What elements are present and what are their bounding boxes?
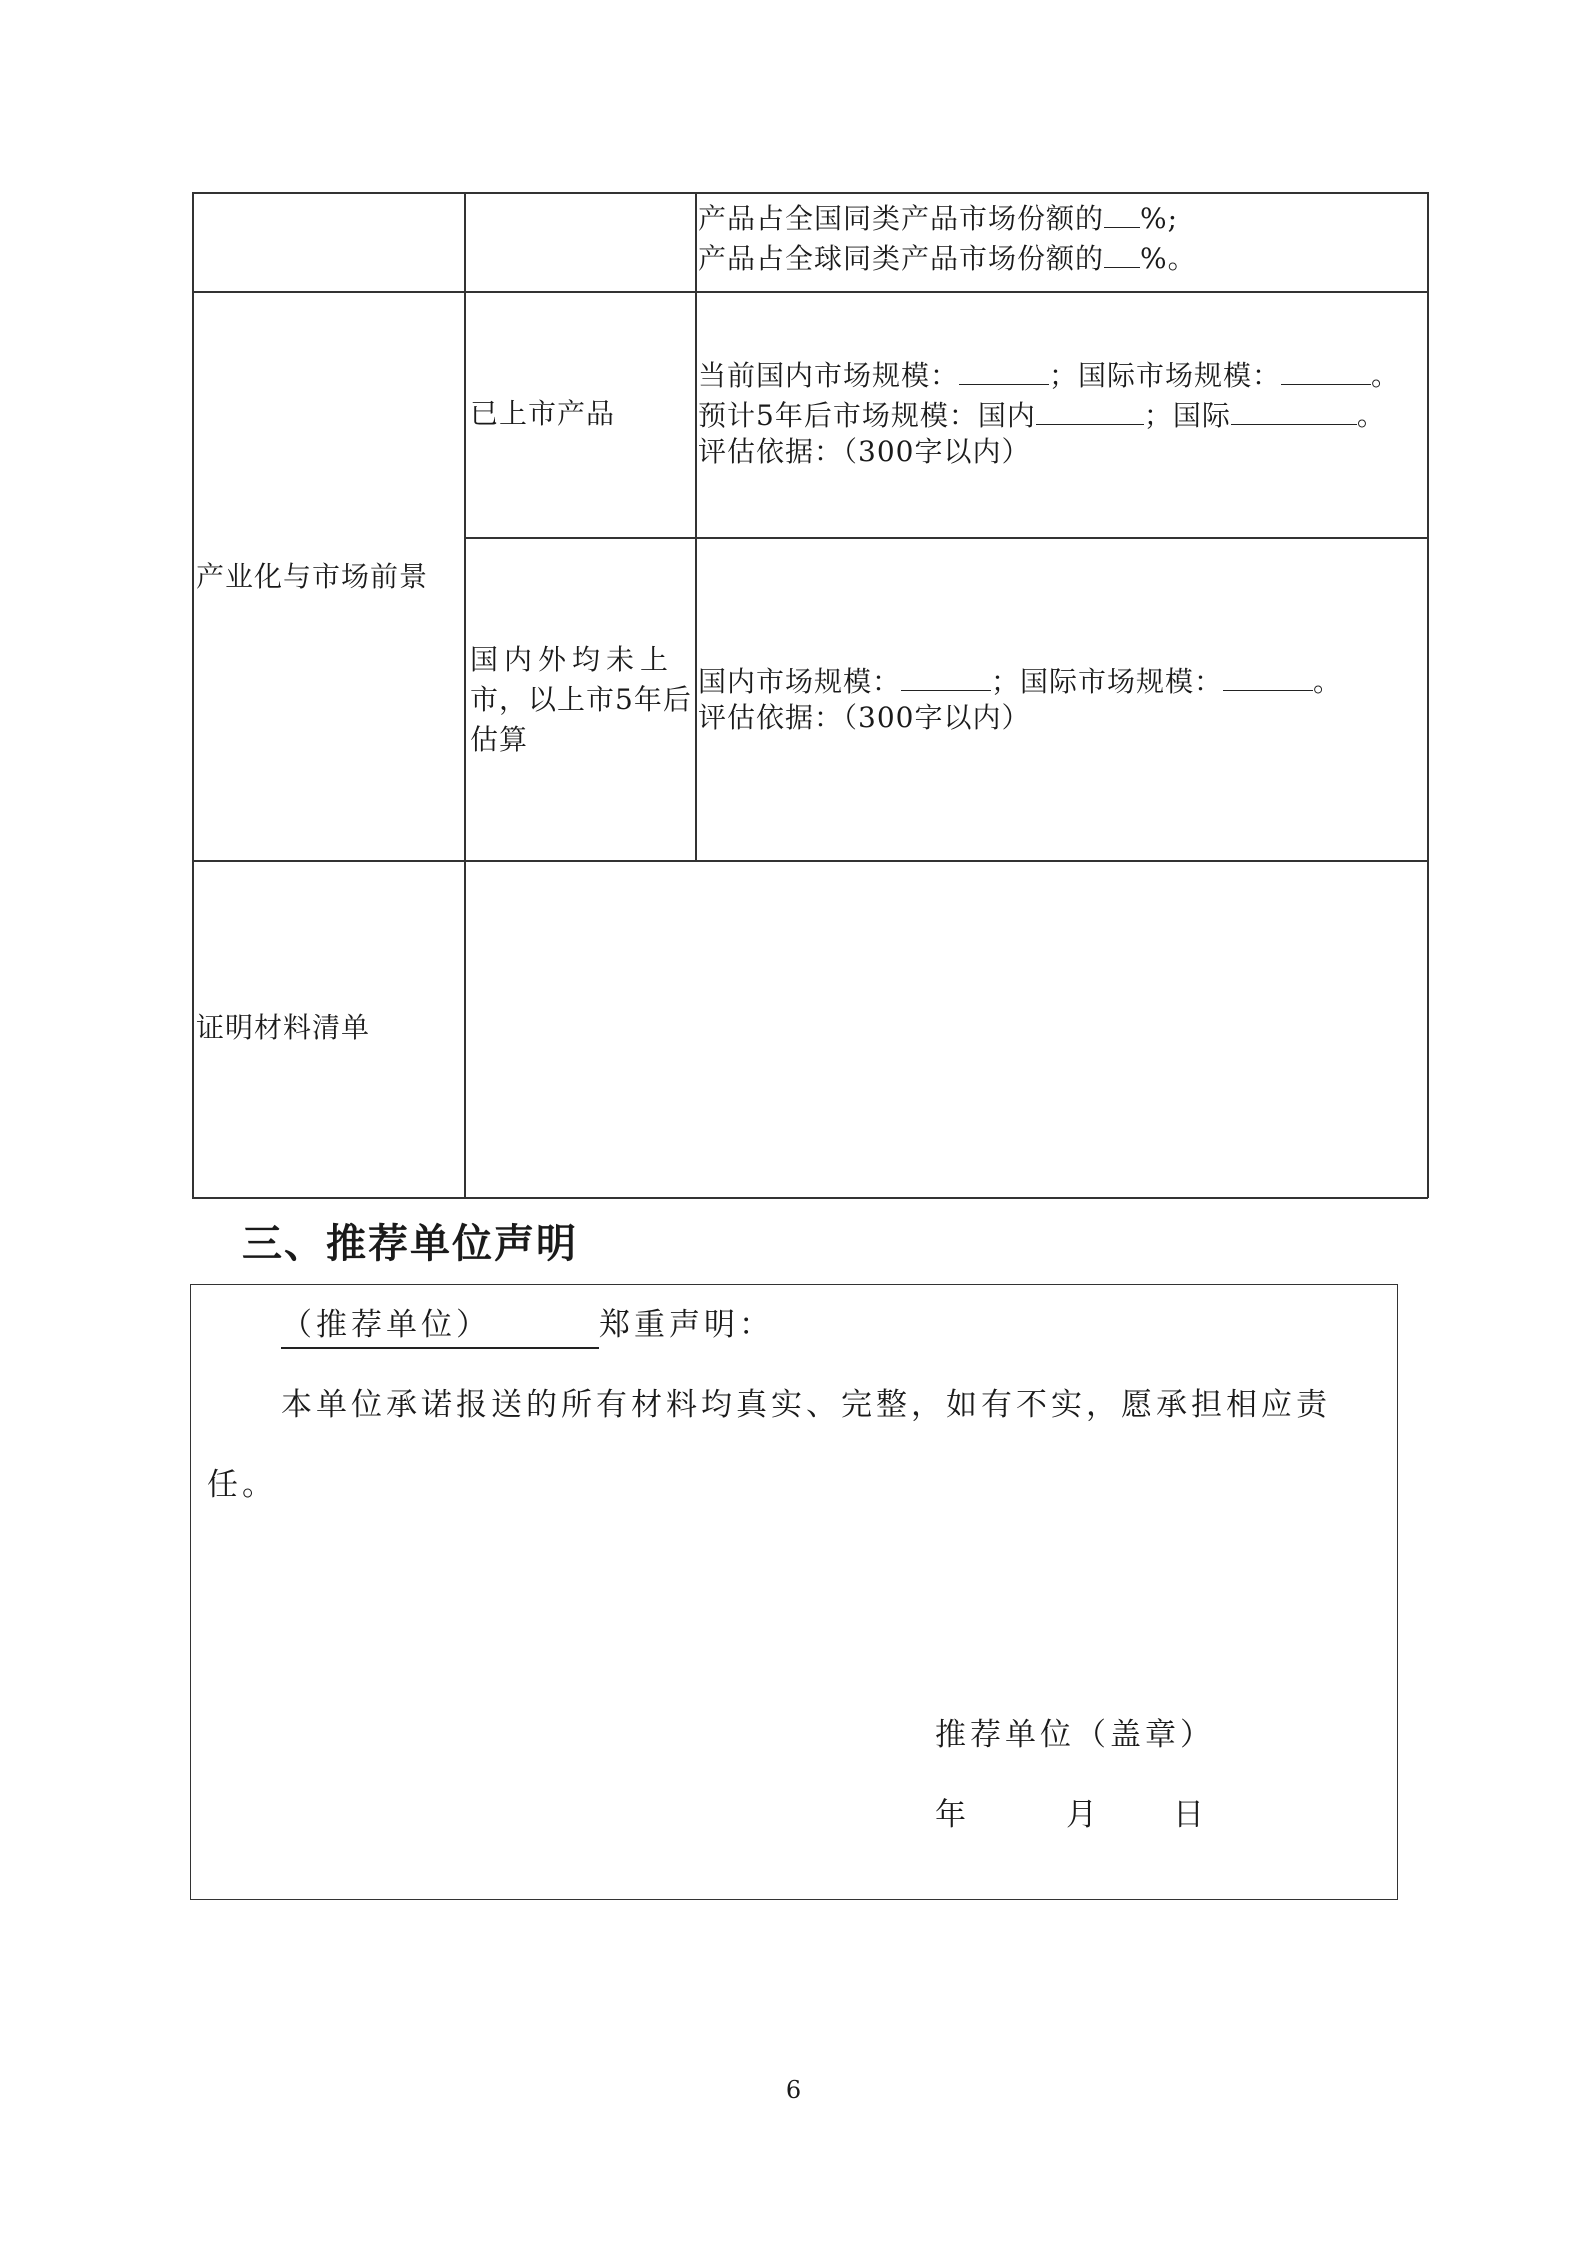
unlisted-basis-line: 评估依据：（300字以内） — [698, 701, 1031, 734]
signature-date: 年 月 日 — [935, 1797, 1208, 1833]
seal-label: 推荐单位（盖章） — [935, 1717, 1215, 1753]
listed-market-size-line: 当前国内市场规模： ；国际市场规模： 。 — [698, 352, 1400, 396]
listed-forecast-line: 预计5年后市场规模：国内 ；国际 。 — [698, 392, 1386, 436]
unlisted-market-size-line: 国内市场规模： ；国际市场规模： 。 — [698, 658, 1342, 702]
declaration-box — [190, 1284, 1398, 1900]
row-divider — [192, 860, 1428, 862]
table-border-right — [1427, 192, 1429, 1198]
share-domestic-line: 产品占全国同类产品市场份额的 %; — [698, 195, 1178, 239]
declaration-body-line1: 本单位承诺报送的所有材料均真实、完整，如有不实，愿承担相应责 — [281, 1387, 1331, 1423]
declaration-body-line2: 任。 — [207, 1467, 277, 1503]
column-divider — [695, 192, 697, 861]
row-divider — [464, 537, 1428, 539]
column-divider — [464, 192, 466, 1198]
section-label-industrialization: 产业化与市场前景 — [196, 560, 429, 593]
declaration-opening: （推荐单位） 郑重声明： — [281, 1303, 774, 1349]
row-divider — [192, 291, 1428, 293]
table-border-left — [192, 192, 194, 1198]
market-prospect-table — [192, 192, 1428, 1198]
share-global-line: 产品占全球同类产品市场份额的 %。 — [698, 235, 1197, 279]
proof-materials-label: 证明材料清单 — [196, 1011, 371, 1044]
table-border-top — [192, 192, 1428, 194]
proof-materials-field[interactable] — [467, 863, 1425, 1195]
unlisted-label-line1: 国内外均未上 — [470, 643, 675, 676]
table-border-bottom — [192, 1197, 1428, 1199]
page-number: 6 — [785, 2076, 802, 2104]
recommending-unit-blank[interactable]: （推荐单位） — [281, 1303, 599, 1349]
listed-products-label: 已上市产品 — [470, 397, 616, 430]
unlisted-label-line3: 估算 — [470, 723, 529, 756]
section3-heading: 三、推荐单位声明 — [242, 1221, 578, 1267]
listed-basis-line: 评估依据：（300字以内） — [698, 435, 1031, 468]
unlisted-label-line2: 市，以上市5年后 — [470, 683, 692, 716]
